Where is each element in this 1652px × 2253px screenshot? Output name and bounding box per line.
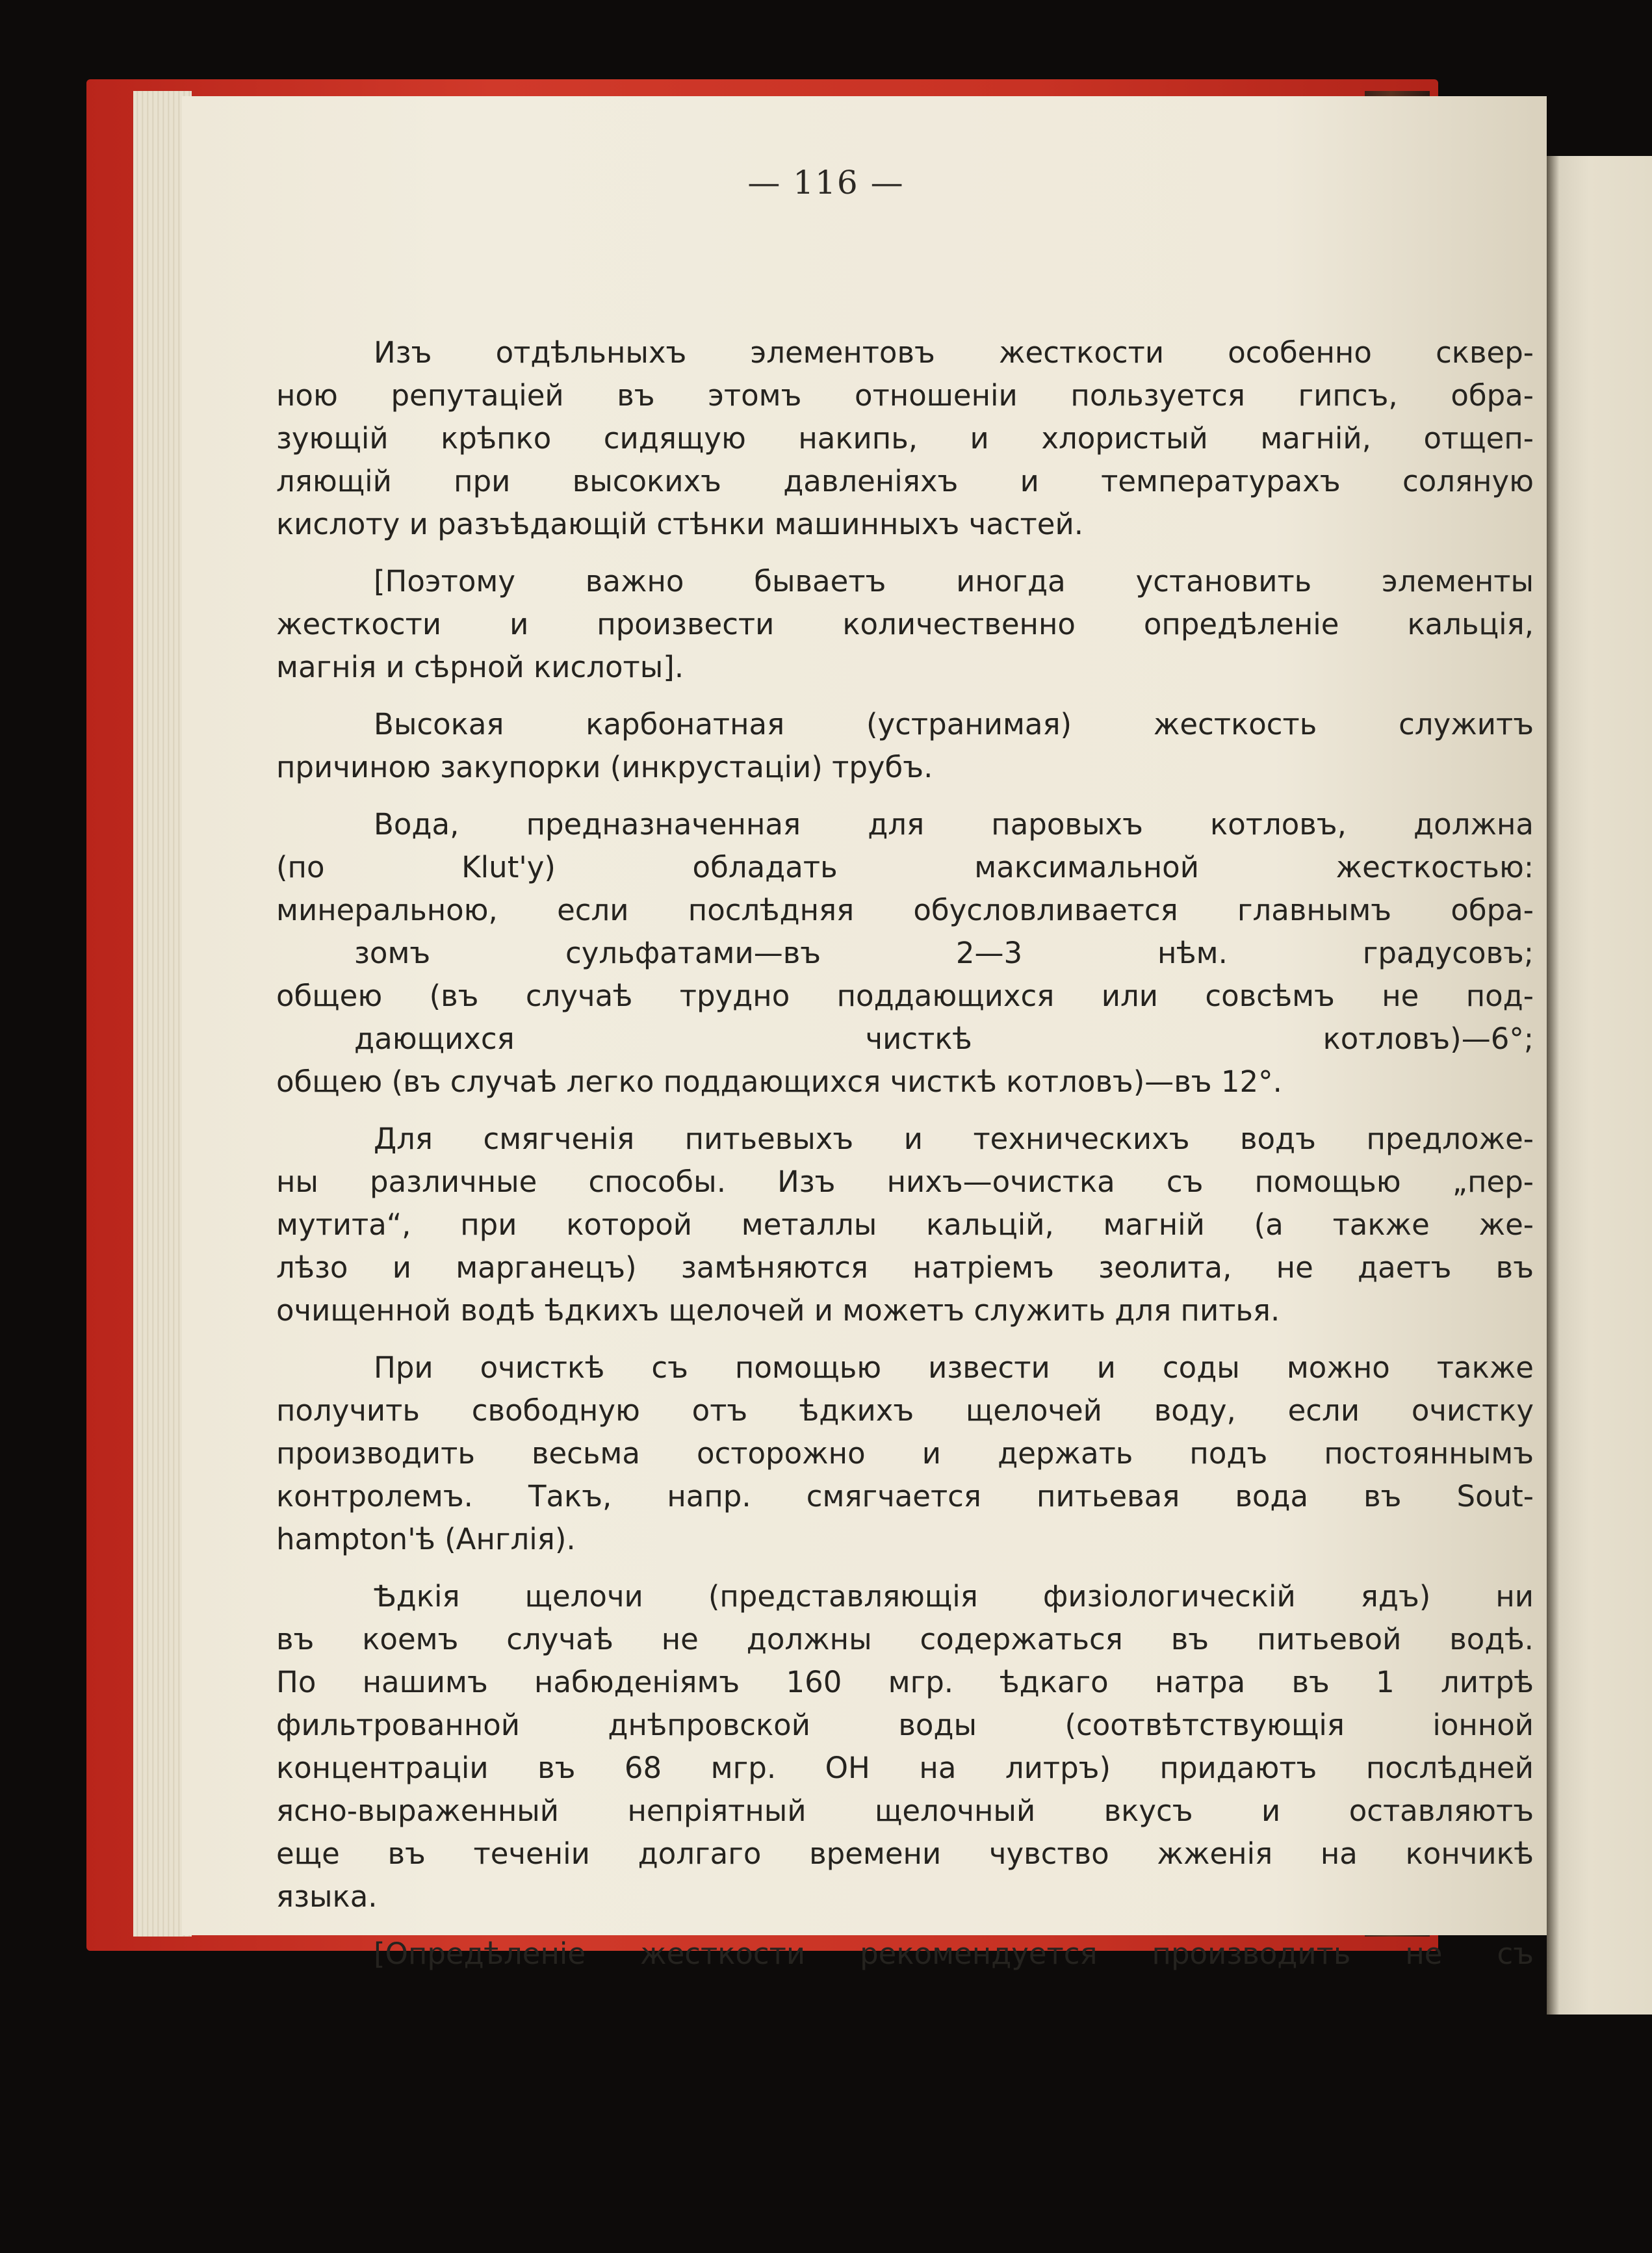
next-page-edge — [1547, 156, 1652, 2015]
text-line: ны различные способы. Изъ нихъ—очистка съ помощью „пер- — [276, 1165, 1534, 1199]
text-line: мутита“, при которой металлы кальцій, магній (а также же- — [276, 1207, 1534, 1242]
page-number: — 116 — — [747, 164, 905, 201]
text-line: причиною закупорки (инкрустаціи) трубъ. — [276, 750, 933, 784]
paragraph — [276, 331, 1534, 546]
text-line: ною репутаціей въ этомъ отношеніи пользуется гипсъ, обра- — [276, 378, 1534, 413]
text-line: [Поэтому важно бываетъ иногда установить элементы — [374, 564, 1534, 599]
text-line: Изъ отдѣльныхъ элементовъ жесткости особенно сквер- — [374, 335, 1534, 370]
paragraph — [276, 560, 1534, 689]
text-line: въ коемъ случаѣ не должны содержаться въ питьевой водѣ. — [276, 1622, 1534, 1656]
text-line: еще въ теченіи долгаго времени чувство жженія на кончикѣ — [276, 1836, 1534, 1871]
paragraph — [276, 1346, 1534, 1561]
text-line: [Опредѣленіе жесткости рекомендуется производить не съ — [374, 1937, 1534, 1971]
text-line: контролемъ. Такъ, напр. смягчается питьевая вода въ Sout- — [276, 1479, 1534, 1513]
text-line: По нашимъ набюденіямъ 160 мгр. ѣдкаго натра въ 1 литрѣ — [276, 1665, 1534, 1699]
text-line: Ѣдкія щелочи (представляющія физіологическій ядъ) ни — [374, 1579, 1534, 1614]
paragraph — [276, 803, 1534, 1103]
text-line: дающихся чисткѣ котловъ)—6°; — [354, 1022, 1534, 1056]
paragraph — [276, 1118, 1534, 1332]
text-line: Для смягченія питьевыхъ и техническихъ водъ предложе- — [374, 1122, 1534, 1156]
text-line: лѣзо и марганецъ) замѣняются натріемъ зеолита, не даетъ въ — [276, 1250, 1534, 1285]
text-line: кислоту и разъѣдающій стѣнки машинныхъ частей. — [276, 507, 1084, 541]
paragraph — [276, 1575, 1534, 1918]
text-line: При очисткѣ съ помощью извести и соды можно также — [374, 1350, 1534, 1385]
paragraph — [276, 1933, 1534, 1976]
text-line: производить весьма осторожно и держать подъ постояннымъ — [276, 1436, 1534, 1471]
text-line: минеральною, если послѣдняя обусловливается главнымъ обра- — [276, 893, 1534, 927]
text-line: фильтрованной днѣпровской воды (соотвѣтствующія іонной — [276, 1708, 1534, 1742]
text-line: языка. — [276, 1879, 378, 1914]
text-line: концентраціи въ 68 мгр. OH на литръ) придаютъ послѣдней — [276, 1751, 1534, 1785]
text-line: Высокая карбонатная (устранимая) жесткость служитъ — [374, 707, 1534, 741]
text-line: зующій крѣпко сидящую накипь, и хлористый магній, отщеп- — [276, 421, 1534, 456]
text-line: hampton'ѣ (Англія). — [276, 1522, 576, 1556]
text-line: магнія и сѣрной кислоты]. — [276, 650, 684, 684]
text-line: Вода, предназначенная для паровыхъ котловъ, должна — [374, 807, 1534, 842]
text-line: общею (въ случаѣ легко поддающихся чисткѣ котловъ)—въ 12°. — [276, 1064, 1282, 1099]
text-line: жесткости и произвести количественно опредѣленіе кальція, — [276, 607, 1534, 641]
text-line: ляющій при высокихъ давленіяхъ и температурахъ соляную — [276, 464, 1534, 498]
text-line: зомъ сульфатами—въ 2—3 нѣм. градусовъ; — [354, 936, 1534, 970]
paragraph — [276, 703, 1534, 789]
text-line: (по Klut'у) обладать максимальной жесткостью: — [276, 850, 1534, 884]
page-text — [276, 331, 1534, 1976]
text-line: ясно-выраженный непріятный щелочный вкусъ и оставляютъ — [276, 1794, 1534, 1828]
text-line: получить свободную отъ ѣдкихъ щелочей воду, если очистку — [276, 1393, 1534, 1428]
text-line: очищенной водѣ ѣдкихъ щелочей и можетъ служить для питья. — [276, 1293, 1280, 1328]
text-line: общею (въ случаѣ трудно поддающихся или совсѣмъ не под- — [276, 979, 1534, 1013]
